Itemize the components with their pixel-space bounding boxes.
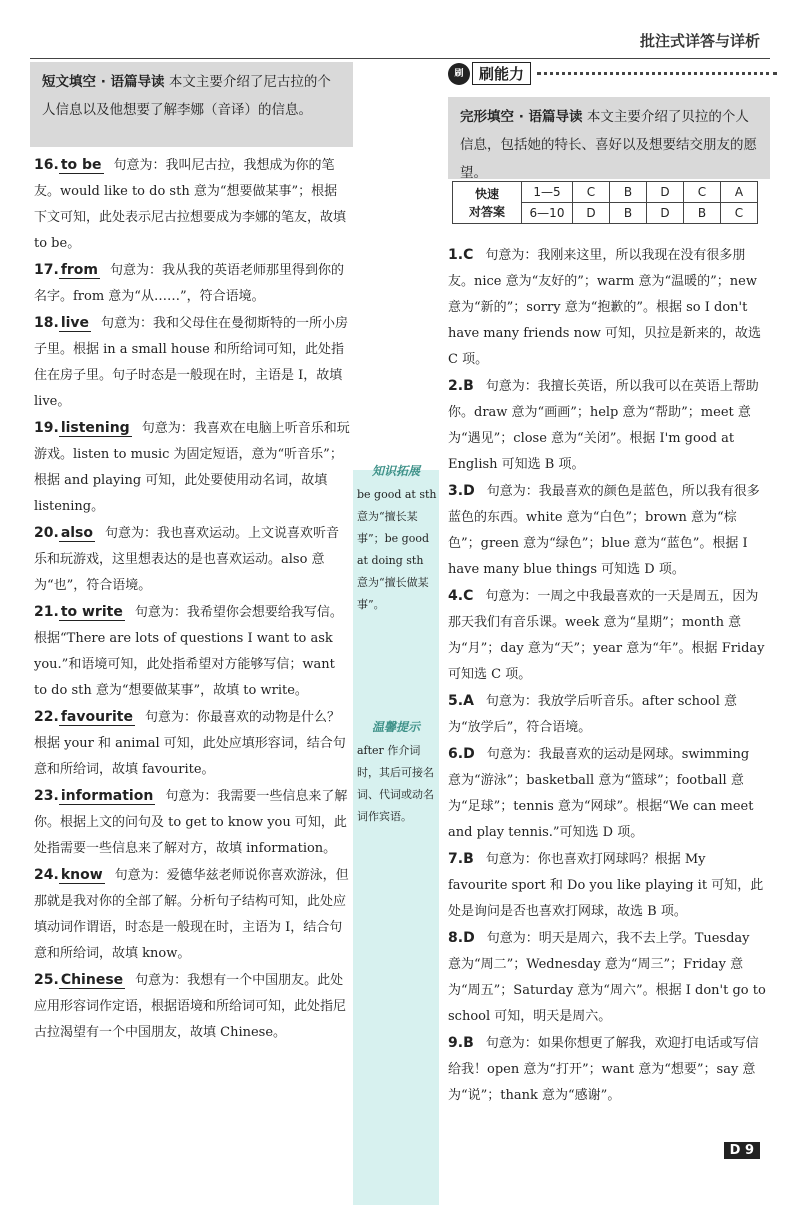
answer-item-5: 5.A 句意为：我放学后听音乐。after school 意为“放学后”，符合语境。 [448, 693, 738, 735]
tip-text-reminder: after 作介词时，其后可接名词、代词或动名词作宾语。 [357, 744, 434, 823]
answer-item-2: 2.B 句意为：我擅长英语，所以我可以在英语上帮助你。draw 意为“画画”；help 意为“帮助”；meet 意为“遇见”；close 意为“关闭”。根据 I'm good at English 可知选 B 项。 [448, 378, 759, 472]
answer-cell: B [610, 182, 647, 203]
tip-title-knowledge: 知识拓展 [372, 464, 421, 478]
answer-item-22: 22. favourite 句意为：你最喜欢的动物是什么？根据 your 和 animal 可知，此处应填形容词，结合句意和所给词，故填 favourite。 [34, 709, 346, 777]
answer-cell: D [647, 203, 684, 224]
answer-cell: C [684, 182, 721, 203]
answer-item-18: 18. live 句意为：我和父母住在曼彻斯特的一所小房子里。根据 in a small house 和所给词可知，此处指住在房子里。句子时态是一般现在时，主语是 I，故填 live。 [34, 315, 349, 409]
answer-item-21: 21. to write 句意为：我希望你会想要给我写信。根据“There are lots of questions I want to ask you.”和语境可知，此处指希望对方能够写信；want to do sth 意为“想要做某事”，故填 to write。 [34, 604, 343, 698]
answer-item-25: 25. Chinese 句意为：我想有一个中国朋友。此处应用形容词作定语，根据语境和所给词可知，此处指尼古拉渴望有一个中国朋友，故填 Chinese。 [34, 972, 347, 1040]
answer-cell: A [721, 182, 758, 203]
answer-item-7: 7.B 句意为：你也喜欢打网球吗？根据 My favourite sport 和 Do you like playing it 可知，此处是询问是否也喜欢打网球，故选 B 项。 [448, 851, 764, 919]
range-cell: 6—10 [522, 203, 573, 224]
answer-item-8: 8.D 句意为：明天是周六，我不去上学。Tuesday 意为“周二”；Wednesday 意为“周三”；Friday 意为“周五”；Saturday 意为“周六”。根据 I don't go to school 可知，明天是周六。 [448, 930, 766, 1024]
answer-cell: D [647, 182, 684, 203]
answer-item-23: 23. information 句意为：我需要一些信息来了解你。根据上文的问句及 to get to know you 可知，此处指需要一些信息来了解对方，故填 information。 [34, 788, 348, 856]
answer-item-9: 9.B 句意为：如果你想更了解我，欢迎打电话或写信给我！open 意为“打开”；want 意为“想要”；say 意为“说”；thank 意为“感谢”。 [448, 1035, 759, 1103]
tip-text-knowledge: be good at sth 意为“擅长某事”；be good at doing sth 意为“擅长做某事”。 [357, 488, 437, 611]
answer-item-1: 1.C 句意为：我刚来这里，所以我现在没有很多朋友。nice 意为“友好的”；warm 意为“温暖的”；new 意为“新的”；sorry 意为“抱歉的”。根据 so I don't have many friends now 可知，贝拉是新来的，故选 C 项。 [448, 247, 762, 367]
answer-cell: C [721, 203, 758, 224]
page-number: D 9 [724, 1142, 760, 1159]
answer-item-19: 19. listening 句意为：我喜欢在电脑上听音乐和玩游戏。listen to music 为固定短语，意为“听音乐”；根据 and playing 可知，此处要使用动名词，故填 listening。 [34, 420, 350, 514]
answer-item-24: 24. know 句意为：爱德华兹老师说你喜欢游泳，但那就是我对你的全部了解。分析句子结构可知，此处应填动词作谓语，时态是一般现在时，主语为 I，结合句意和所给词，故填 know。 [34, 867, 349, 961]
answer-cell: D [573, 203, 610, 224]
right-reading-guide [448, 97, 770, 179]
left-guide-text: 本文主要介绍了尼古拉的个人信息以及他想要了解李娜（音译）的信息。 [42, 74, 331, 118]
answer-item-6: 6.D 句意为：我最喜欢的运动是网球。swimming 意为“游泳”；basketball 意为“篮球”；football 意为“足球”；tennis 意为“网球”。根据“We can meet and play tennis.”可知选 D 项。 [448, 746, 754, 840]
tip-title-reminder: 温馨提示 [372, 720, 421, 734]
quick-answer-label-2: 对答案 [468, 204, 505, 219]
right-answer-column [448, 242, 766, 1109]
answer-cell: C [573, 182, 610, 203]
brand-dotted-rule [537, 72, 777, 75]
answer-cell: B [684, 203, 721, 224]
answer-item-17: 17. from 句意为：我从我的英语老师那里得到你的名字。from 意为“从……”，符合语境。 [34, 262, 345, 304]
section-brand [448, 62, 777, 85]
quick-answer-table [452, 181, 758, 224]
header-divider [30, 58, 770, 59]
answer-cell: B [610, 203, 647, 224]
answer-item-4: 4.C 句意为：一周之中我最喜欢的一天是周五，因为那天我们有音乐课。week 意为“星期”；month 意为“月”；day 意为“天”；year 意为“年”。根据 Friday 可知选 C 项。 [448, 588, 765, 682]
answer-item-3: 3.D 句意为：我最喜欢的颜色是蓝色，所以我有很多蓝色的东西。white 意为“白色”；brown 意为“棕色”；green 意为“绿色”；blue 意为“蓝色”。根据 I have many blue things 可知选 D 项。 [448, 483, 760, 577]
right-guide-label: 完形填空 · 语篇导读 [460, 109, 583, 125]
brand-label: 刷能力 [472, 62, 531, 85]
left-guide-label: 短文填空 · 语篇导读 [42, 74, 165, 90]
quick-answer-label-1: 快速 [474, 186, 499, 201]
right-guide-text: 本文主要介绍了贝拉的个人信息，包括她的特长、喜好以及想要结交朋友的愿望。 [460, 109, 757, 181]
page-header-title: 批注式详答与详析 [639, 32, 760, 50]
answer-item-20: 20. also 句意为：我也喜欢运动。上文说喜欢听音乐和玩游戏，这里想表达的是也喜欢运动。also 意为“也”，符合语境。 [34, 525, 340, 593]
range-cell: 1—5 [522, 182, 573, 203]
brand-badge-icon: 刷 [448, 63, 470, 85]
answer-item-16: 16. to be 句意为：我叫尼古拉，我想成为你的笔友。would like to do sth 意为“想要做某事”；根据下文可知，此处表示尼古拉想要成为李娜的笔友，故填 to be。 [34, 157, 347, 251]
left-answer-column [34, 152, 350, 1046]
left-reading-guide [30, 62, 353, 147]
